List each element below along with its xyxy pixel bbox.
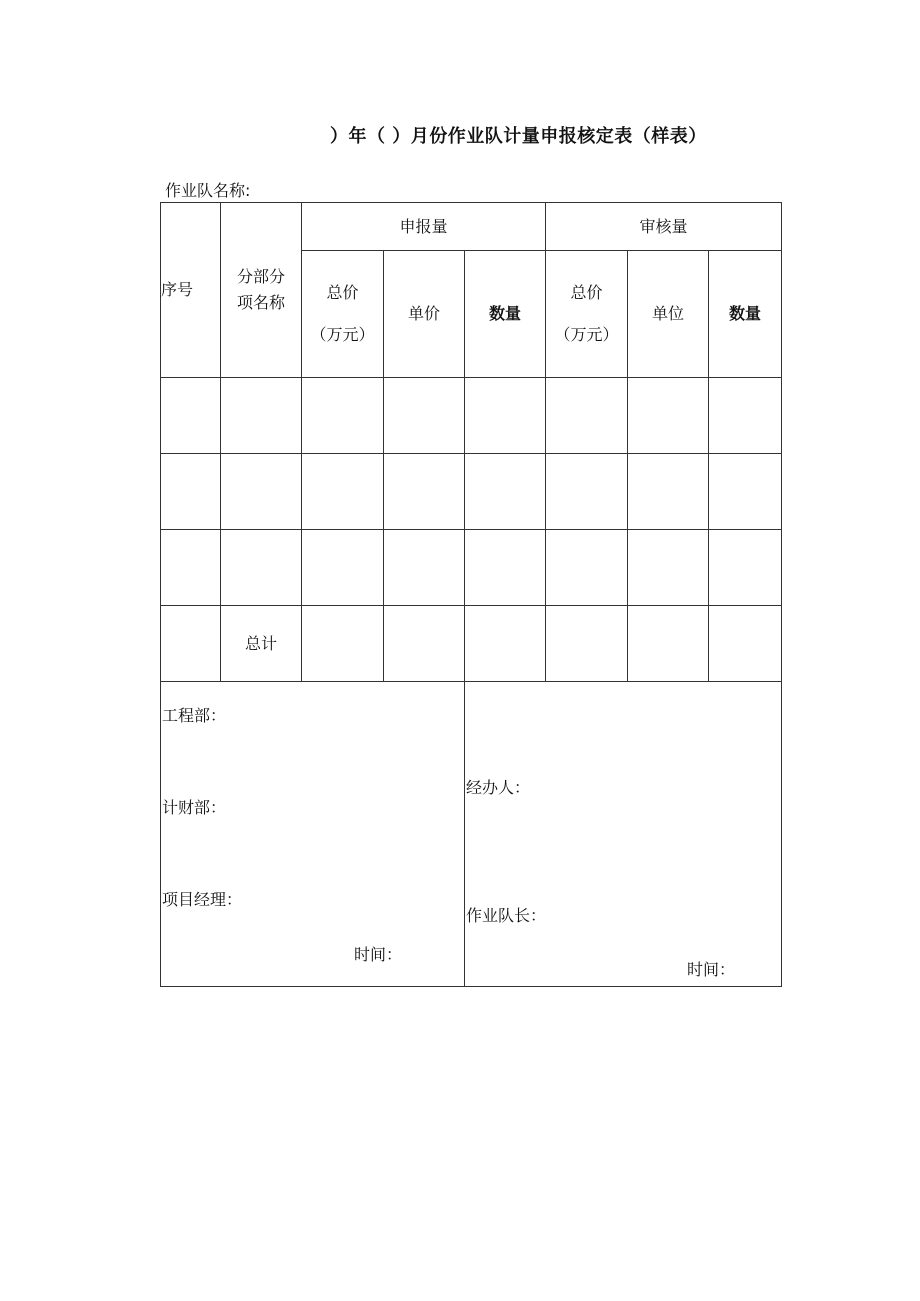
header-declared-total-price xyxy=(302,251,384,378)
signature-right xyxy=(465,682,782,987)
table-cell[interactable] xyxy=(628,454,709,530)
team-leader-label: 作业队长： xyxy=(466,906,547,925)
header-declared-group: 申报量 xyxy=(302,203,546,251)
table-cell[interactable] xyxy=(546,378,628,454)
header-total-price-line2: （万元） xyxy=(554,325,619,344)
header-declared-unit-price: 单价 xyxy=(384,251,465,378)
table-cell[interactable] xyxy=(465,606,546,682)
header-item-name xyxy=(221,203,302,378)
header-seq: 序号 xyxy=(161,203,221,378)
table-row xyxy=(161,454,782,530)
table-cell[interactable] xyxy=(628,530,709,606)
team-name-label: 作业队名称: xyxy=(165,181,251,200)
table-cell[interactable] xyxy=(221,530,302,606)
header-reviewed-unit: 单位 xyxy=(628,251,709,378)
table-cell[interactable] xyxy=(302,454,384,530)
header-total-price-line1: 总价 xyxy=(326,283,359,302)
table-cell[interactable] xyxy=(302,530,384,606)
header-row-1 xyxy=(161,203,782,251)
total-row xyxy=(161,606,782,682)
table-row xyxy=(161,530,782,606)
table-cell[interactable] xyxy=(546,530,628,606)
header-declared-quantity: 数量 xyxy=(465,251,546,378)
header-reviewed-group: 审核量 xyxy=(546,203,782,251)
table-cell[interactable] xyxy=(161,606,221,682)
header-reviewed-total-price xyxy=(546,251,628,378)
table-cell[interactable] xyxy=(465,454,546,530)
header-item-name-line1: 分部分 xyxy=(236,267,285,286)
document-title: ）年（ ）月份作业队计量申报核定表（样表） xyxy=(330,126,707,147)
table-cell[interactable] xyxy=(161,530,221,606)
table-cell[interactable] xyxy=(628,606,709,682)
table-row xyxy=(161,378,782,454)
project-manager-label: 项目经理： xyxy=(162,890,243,909)
table-cell[interactable] xyxy=(384,454,465,530)
table-cell[interactable] xyxy=(546,606,628,682)
table-cell[interactable] xyxy=(709,606,782,682)
table-cell[interactable] xyxy=(709,378,782,454)
signature-row xyxy=(161,682,782,987)
handler-label: 经办人： xyxy=(466,778,531,797)
table-cell[interactable] xyxy=(628,378,709,454)
time-label-left: 时间： xyxy=(354,945,403,964)
header-total-price-line1: 总价 xyxy=(570,283,603,302)
table-cell[interactable] xyxy=(161,454,221,530)
table-cell[interactable] xyxy=(709,454,782,530)
table-cell[interactable] xyxy=(384,530,465,606)
header-total-price-line2: （万元） xyxy=(310,325,375,344)
table-cell[interactable] xyxy=(384,606,465,682)
table-cell[interactable] xyxy=(465,378,546,454)
table-cell[interactable] xyxy=(161,378,221,454)
engineering-dept-label: 工程部： xyxy=(162,706,227,725)
table-cell[interactable] xyxy=(302,606,384,682)
table-cell[interactable] xyxy=(709,530,782,606)
table-cell[interactable] xyxy=(546,454,628,530)
table-cell[interactable] xyxy=(221,454,302,530)
signature-left xyxy=(161,682,465,987)
table-cell[interactable] xyxy=(302,378,384,454)
total-label: 总计 xyxy=(221,606,302,682)
finance-dept-label: 计财部： xyxy=(162,798,227,817)
time-label-right: 时间： xyxy=(687,960,736,979)
measurement-form-table xyxy=(160,202,782,987)
header-reviewed-quantity: 数量 xyxy=(709,251,782,378)
table-cell[interactable] xyxy=(384,378,465,454)
header-item-name-line2: 项名称 xyxy=(236,293,285,312)
table-cell[interactable] xyxy=(465,530,546,606)
table-cell[interactable] xyxy=(221,378,302,454)
